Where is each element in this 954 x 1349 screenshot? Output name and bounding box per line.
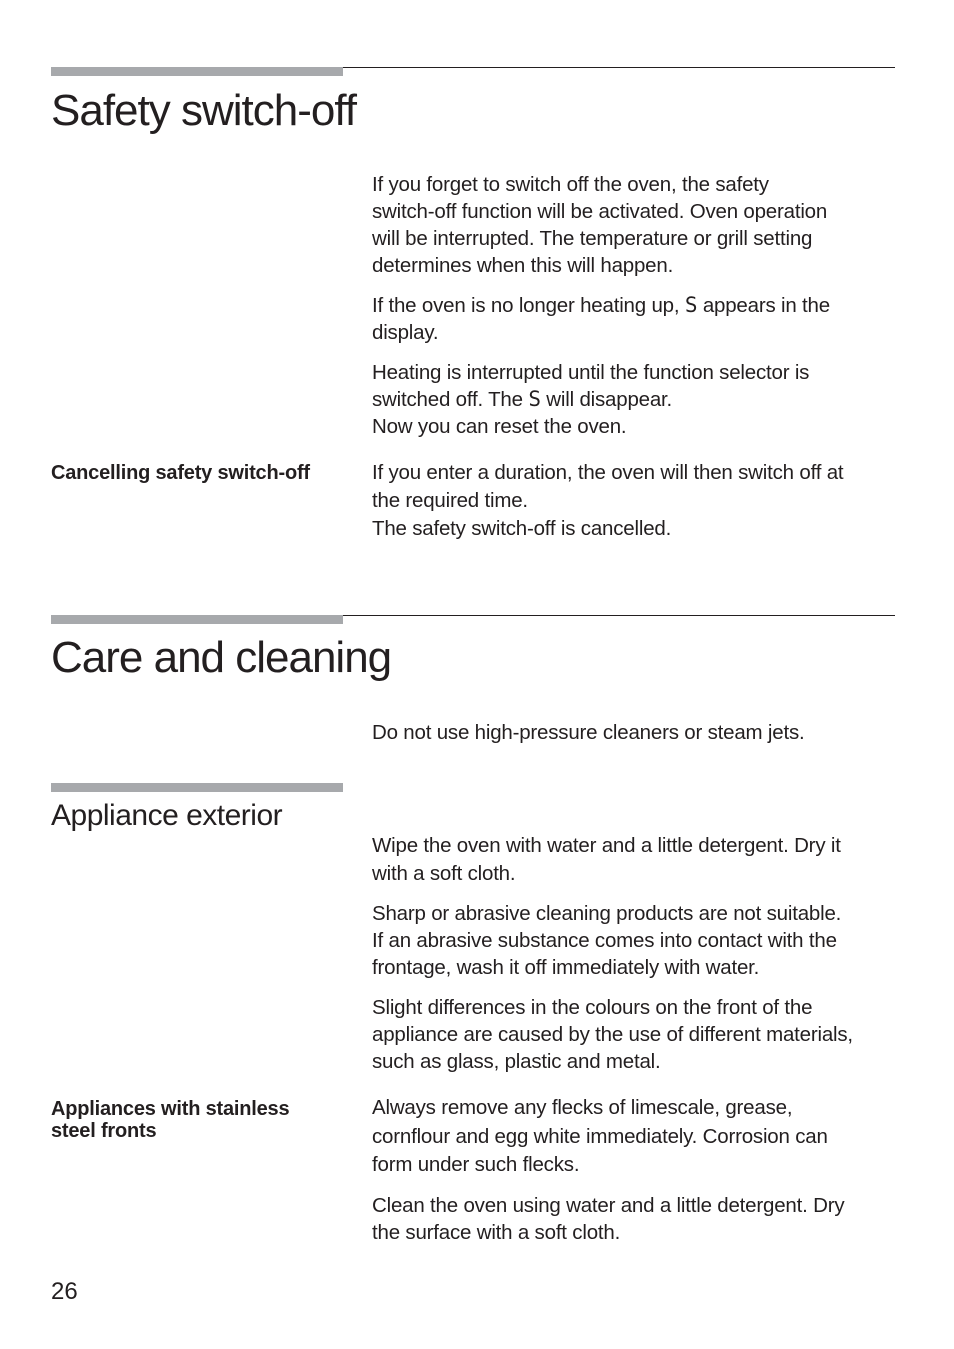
- display-symbol: S: [528, 387, 541, 411]
- text-line: If you forget to switch off the oven, the safety: [372, 173, 769, 196]
- safety-paragraph-3: [372, 359, 902, 440]
- text-line: Clean the oven using water and a little detergent. Dry: [372, 1194, 845, 1217]
- stainless-paragraph-2: [372, 1192, 902, 1246]
- text-segment: will disappear.: [546, 388, 673, 411]
- text-line: determines when this will happen.: [372, 254, 674, 277]
- text-line: the surface with a soft cloth.: [372, 1221, 621, 1244]
- text-line: with a soft cloth.: [372, 862, 516, 885]
- text-line: If an abrasive substance comes into contact with the: [372, 929, 837, 952]
- text-segment: switched off. The: [372, 388, 523, 411]
- text-line: steel fronts: [51, 1120, 157, 1142]
- sidehead-stainless: [51, 1098, 351, 1142]
- text-line: Appliances with stainless: [51, 1098, 290, 1120]
- exterior-paragraph-2: [372, 900, 902, 981]
- text-line: Sharp or abrasive cleaning products are not suitable.: [372, 902, 842, 925]
- heading-care-and-cleaning: Care and cleaning: [51, 633, 392, 682]
- safety-paragraph-2: [372, 292, 902, 346]
- care-intro: Do not use high-pressure cleaners or steam jets.: [372, 721, 805, 744]
- stainless-paragraph-1: [372, 1094, 902, 1180]
- heading-safety-switch-off: Safety switch-off: [51, 86, 356, 135]
- text-line: Heating is interrupted until the function selector is: [372, 361, 810, 384]
- text-line: Slight differences in the colours on the front of the: [372, 996, 813, 1019]
- exterior-paragraph-3: [372, 994, 902, 1075]
- text-line: cornflour and egg white immediately. Corrosion can: [372, 1124, 828, 1148]
- text-line: such as glass, plastic and metal.: [372, 1050, 661, 1073]
- page-number: 26: [51, 1278, 78, 1305]
- text-line: will be interrupted. The temperature or grill setting: [372, 227, 813, 250]
- exterior-paragraph-1: [372, 832, 902, 888]
- text-segment: appears in the: [702, 294, 830, 317]
- text-line: [372, 386, 902, 413]
- cancelling-paragraph: [372, 459, 902, 543]
- display-symbol: S: [684, 293, 698, 317]
- text-line: If you enter a duration, the oven will then switch off at: [372, 461, 844, 484]
- text-line: form under such flecks.: [372, 1153, 580, 1176]
- text-line: The safety switch-off is cancelled.: [372, 517, 672, 540]
- text-segment: If the oven is no longer heating up,: [372, 294, 680, 317]
- section-bar-safety: [51, 67, 343, 76]
- section-bar-care: [51, 615, 343, 624]
- text-line: the required time.: [372, 489, 528, 512]
- heading-appliance-exterior: Appliance exterior: [51, 799, 283, 832]
- text-line: Now you can reset the oven.: [372, 415, 627, 438]
- text-line: Always remove any flecks of limescale, grease,: [372, 1096, 793, 1119]
- text-line: switch-off function will be activated. Oven operation: [372, 200, 828, 223]
- text-line: Wipe the oven with water and a little detergent. Dry it: [372, 834, 841, 857]
- text-line: appliance are caused by the use of different materials,: [372, 1023, 853, 1046]
- text-line: frontage, wash it off immediately with water.: [372, 956, 760, 979]
- safety-paragraph-1: [372, 171, 902, 279]
- subsection-bar-exterior: [51, 783, 343, 792]
- sidehead-cancelling: Cancelling safety switch-off: [51, 462, 310, 484]
- text-line: [372, 292, 902, 319]
- text-line: display.: [372, 321, 439, 344]
